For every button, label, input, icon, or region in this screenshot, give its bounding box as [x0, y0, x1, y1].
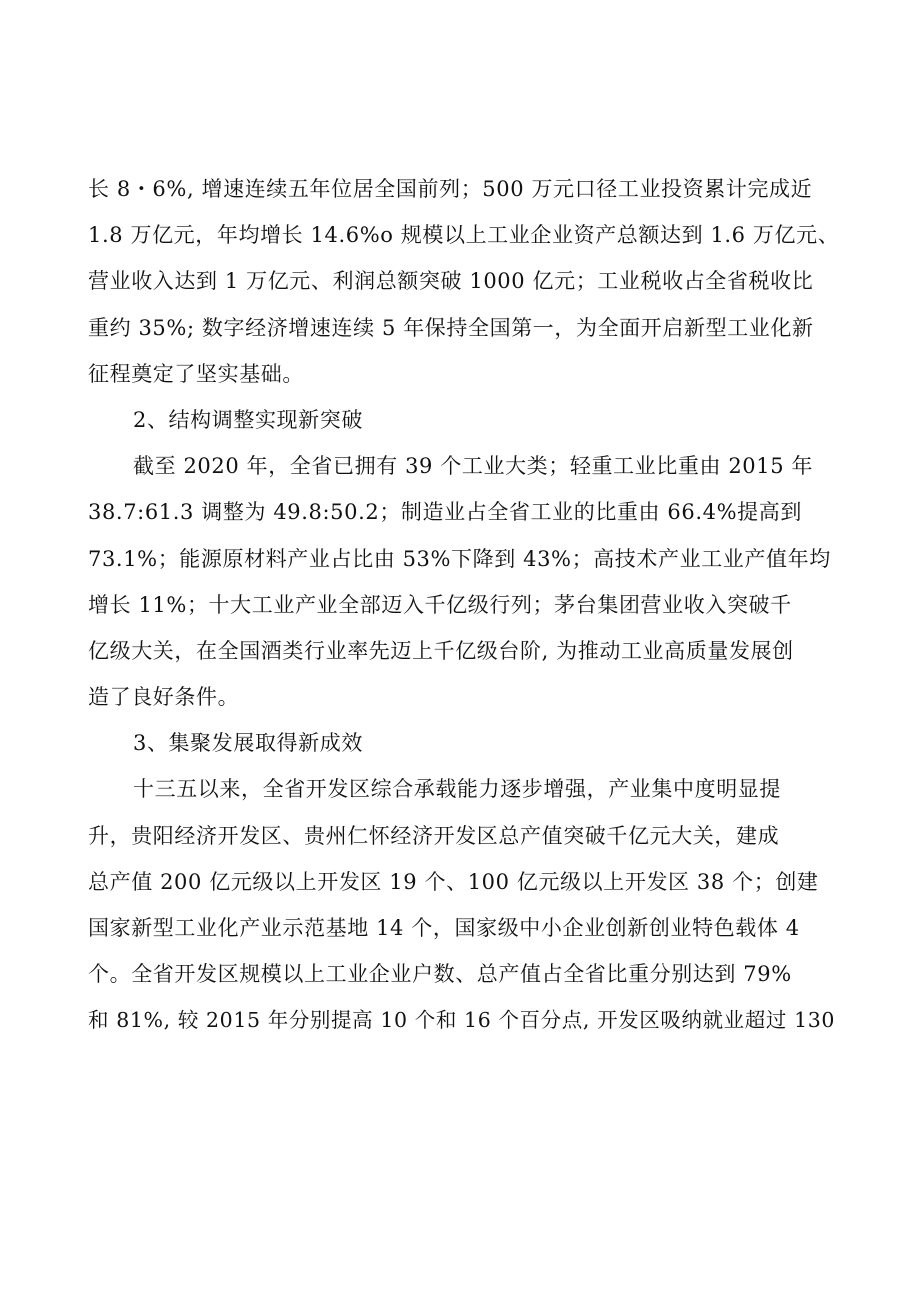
text-line: 73.1%；能源原材料产业占比由 53%下降到 43%；高技术产业工业产值年均: [88, 546, 831, 571]
text-line: 长 8・6%, 增速连续五年位居全国前列；500 万元口径工业投资累计完成近: [88, 177, 813, 201]
section-heading: 2、结构调整实现新突破: [133, 407, 363, 432]
text-line: 造了良好条件。: [88, 685, 240, 710]
text-line: 升，贵阳经济开发区、贵州仁怀经济开发区总产值突破千亿元大关，建成: [88, 823, 780, 848]
text-line: 个。全省开发区规模以上工业企业户数、总产值占全省比重分别达到 79%: [88, 962, 792, 987]
section-heading: 3、集聚发展取得新成效: [133, 731, 363, 756]
paragraph-first-line: 截至 2020 年，全省已拥有 39 个工业大类；轻重工业比重由 2015 年: [133, 454, 814, 479]
text-line: 总产值 200 亿元级以上开发区 19 个、100 亿元级以上开发区 38 个；创建: [88, 869, 819, 894]
text-line: 征程奠定了坚实基础。: [88, 361, 304, 386]
paragraph-first-line: 十三五以来，全省开发区综合承载能力逐步增强，产业集中度明显提: [133, 777, 781, 802]
document-body: [88, 166, 848, 1044]
text-line: 营业收入达到 1 万亿元、利润总额突破 1000 亿元；工业税收占全省税收比: [88, 269, 814, 294]
text-line: 和 81%, 较 2015 年分别提高 10 个和 16 个百分点, 开发区吸纳就业超过 130: [88, 1008, 836, 1033]
text-line: 38.7:61.3 调整为 49.8:50.2；制造业占全省工业的比重由 66.4%提高到: [88, 500, 802, 525]
text-line: 增长 11%；十大工业产业全部迈入千亿级行列；茅台集团营业收入突破千: [88, 592, 792, 617]
text-line: 亿级大关，在全国酒类行业率先迈上千亿级台阶, 为推动工业高质量发展创: [88, 638, 794, 663]
text-line: 国家新型工业化产业示范基地 14 个，国家级中小企业创新创业特色载体 4: [88, 916, 800, 940]
text-line: 1.8 万亿元，年均增长 14.6%o 规模以上工业企业资产总额达到 1.6 万亿元、: [88, 223, 840, 248]
text-line: 重约 35%; 数字经济增速连续 5 年保持全国第一，为全面开启新型工业化新: [88, 315, 814, 340]
